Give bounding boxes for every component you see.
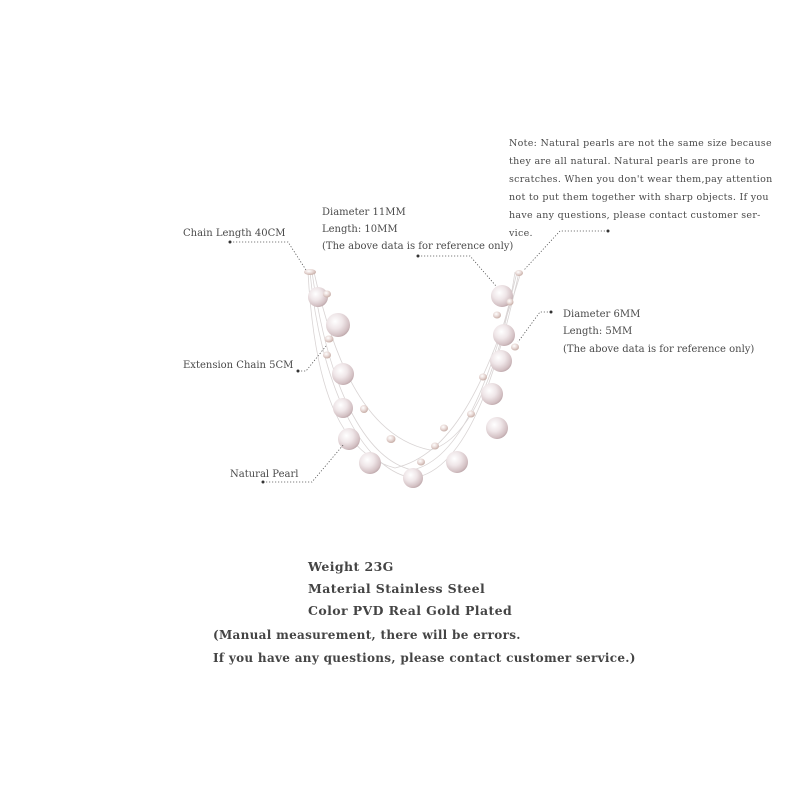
leader-dot <box>550 311 553 314</box>
pearl <box>481 383 503 405</box>
product-specs <box>308 556 512 622</box>
large-pearl-reference: (The above data is for reference only) <box>322 241 514 252</box>
disclaimer-line-2: If you have any questions, please contact customer service.) <box>213 651 636 665</box>
seed-pearl <box>417 459 425 466</box>
seed-pearl <box>493 312 501 319</box>
leader-dots <box>229 230 610 484</box>
natural-pearl-label: Natural Pearl <box>230 469 299 480</box>
pearl <box>403 468 423 488</box>
leader-large-pearl <box>418 256 496 286</box>
leader-note <box>524 231 608 270</box>
spec-color: Color PVD Real Gold Plated <box>308 603 513 618</box>
leader-dot <box>229 241 232 244</box>
leader-small-pearl <box>518 312 551 342</box>
leader-dot <box>262 481 265 484</box>
note-line: Note: Natural pearls are not the same size because <box>509 138 772 149</box>
note-line: not to put them together with sharp objects. If you <box>509 192 769 203</box>
seed-pearl <box>360 405 368 413</box>
pearl <box>493 324 515 346</box>
seed-pearl <box>431 443 439 450</box>
pearl <box>333 398 353 418</box>
thread-4 <box>314 272 515 450</box>
seed-pearl <box>323 352 331 359</box>
small-pearl-diameter: Diameter 6MM <box>563 309 641 320</box>
seed-pearl <box>323 291 331 298</box>
chain-length-label: Chain Length 40CM <box>183 228 286 239</box>
measurement-disclaimer <box>213 624 636 670</box>
seed-pearl <box>507 299 514 306</box>
seed-pearl <box>440 425 448 432</box>
leader-extension <box>298 346 326 371</box>
pearl <box>359 452 381 474</box>
leader-dot <box>417 255 420 258</box>
disclaimer-line-1: (Manual measurement, there will be errors. <box>213 628 521 642</box>
note-line: scratches. When you don't wear them,pay attention <box>509 174 773 185</box>
pearl <box>332 363 354 385</box>
note-line: have any questions, please contact customer ser- <box>509 210 761 221</box>
large-pearls <box>308 285 515 488</box>
spec-weight: Weight 23G <box>308 559 394 574</box>
small-pearl-length: Length: 5MM <box>563 326 633 337</box>
pearl <box>446 451 468 473</box>
pearl <box>486 417 508 439</box>
leader-natural-pearl <box>263 444 344 482</box>
leader-dot <box>297 370 300 373</box>
clasp-right <box>515 270 523 276</box>
leader-chain-length <box>230 242 306 270</box>
pearl <box>338 428 360 450</box>
spec-material: Material Stainless Steel <box>308 581 486 596</box>
leader-lines <box>230 231 608 482</box>
seed-pearl <box>511 344 519 351</box>
pearl <box>490 350 512 372</box>
note-line: they are all natural. Natural pearls are prone to <box>509 156 755 167</box>
large-pearl-diameter: Diameter 11MM <box>322 207 406 218</box>
leader-dot <box>607 230 610 233</box>
seed-pearl <box>387 435 396 443</box>
seed-pearl <box>325 336 334 343</box>
seed-pearl <box>467 411 475 418</box>
seed-pearl <box>479 374 487 381</box>
note-line: vice. <box>509 228 533 239</box>
small-pearl-reference: (The above data is for reference only) <box>563 344 755 355</box>
extension-chain-label: Extension Chain 5CM <box>183 360 294 371</box>
large-pearl-length: Length: 10MM <box>322 224 398 235</box>
pearl <box>326 313 350 337</box>
